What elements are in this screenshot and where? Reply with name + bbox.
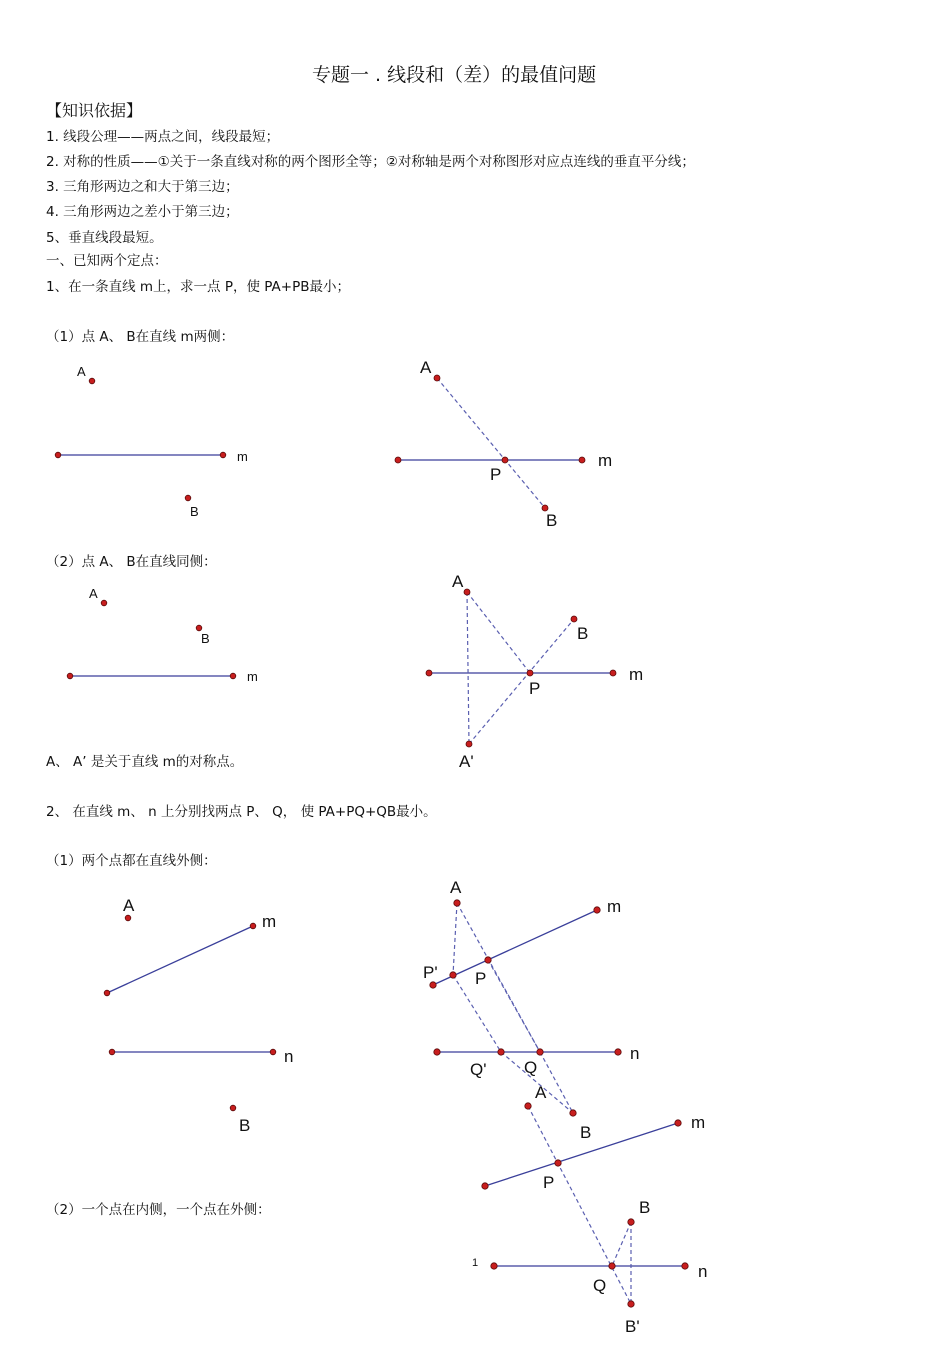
- line-m: [107, 926, 253, 993]
- figure-4: [482, 1083, 708, 1336]
- point: [610, 670, 616, 676]
- segment-ap: [467, 592, 530, 673]
- figure-1-left: [55, 364, 248, 519]
- point: [426, 670, 432, 676]
- label-b: B: [577, 624, 589, 643]
- knowledge-item-4: 4. 三角形两边之差小于第三边；: [46, 204, 239, 220]
- page-title: 专题一 . 线段和（差）的最值问题: [312, 64, 597, 86]
- point: [395, 457, 401, 463]
- label-p: P: [529, 679, 541, 698]
- knowledge-item-2: 2. 对称的性质——①关于一条直线对称的两个图形全等；②对称轴是两个对称图形对应点连线的垂直平分线；: [46, 154, 695, 170]
- point: [594, 907, 600, 913]
- point: [491, 1263, 497, 1269]
- point: [250, 923, 256, 929]
- figure-2-left: [67, 586, 258, 684]
- point-p: [527, 670, 533, 676]
- point-a: [434, 375, 440, 381]
- case1-text: （1）点 A、 B在直线 m两侧：: [46, 329, 235, 345]
- section1-heading: 一、已知两个定点：: [46, 253, 168, 269]
- point-b: [570, 1110, 576, 1116]
- point: [109, 1049, 115, 1055]
- line-m: [433, 910, 597, 985]
- symmetry-note: A、 A’ 是关于直线 m的对称点。: [46, 754, 244, 770]
- segment-a-pprime: [453, 903, 457, 975]
- point-a: [125, 915, 131, 921]
- point-a: [101, 600, 107, 606]
- label-m: m: [598, 451, 613, 470]
- label-b: B: [201, 631, 210, 646]
- figure-2-right: [426, 572, 643, 771]
- segment-b-q: [612, 1222, 631, 1266]
- point-b: [185, 495, 191, 501]
- point-p: [502, 457, 508, 463]
- label-a: A: [420, 358, 432, 377]
- point-a: [454, 900, 460, 906]
- label-b-prime: B': [625, 1317, 640, 1336]
- point: [67, 673, 73, 679]
- point: [482, 1183, 488, 1189]
- label-p: P: [490, 465, 502, 484]
- point: [104, 990, 110, 996]
- point: [55, 452, 61, 458]
- point-b-prime: [628, 1301, 634, 1307]
- label-m: m: [237, 449, 248, 464]
- label-p: P: [543, 1173, 555, 1192]
- point-p: [485, 957, 491, 963]
- point-a: [464, 589, 470, 595]
- label-b: B: [639, 1198, 651, 1217]
- label-b: B: [546, 511, 558, 530]
- label-q: Q: [593, 1276, 607, 1295]
- point: [220, 452, 226, 458]
- label-a: A: [535, 1083, 547, 1102]
- label-b: B: [239, 1116, 251, 1135]
- label-a: A: [450, 878, 462, 897]
- label-a: A: [77, 364, 86, 379]
- label-p-prime: P': [423, 963, 438, 982]
- point-b: [196, 625, 202, 631]
- point-b: [628, 1219, 634, 1225]
- label-n: n: [630, 1044, 640, 1063]
- point: [615, 1049, 621, 1055]
- point: [675, 1120, 681, 1126]
- label-n: n: [698, 1262, 708, 1281]
- point-p-prime: [450, 972, 456, 978]
- label-a: A: [123, 896, 135, 915]
- label-q-prime: Q': [470, 1060, 487, 1079]
- point-a-prime: [466, 741, 472, 747]
- label-m: m: [607, 897, 622, 916]
- label-n: n: [284, 1047, 294, 1066]
- figure-1-right: [395, 358, 612, 530]
- point-a: [89, 378, 95, 384]
- problem1-text: 1、在一条直线 m上，求一点 P，使 PA+PB最小；: [46, 279, 350, 295]
- point: [434, 1049, 440, 1055]
- figure-3-right: [423, 878, 639, 1142]
- point: [430, 982, 436, 988]
- problem2-text: 2、 在直线 m、 n 上分别找两点 P、 Q， 使 PA+PQ+QB最小。: [46, 804, 437, 820]
- point-q: [537, 1049, 543, 1055]
- point: [270, 1049, 276, 1055]
- label-p: P: [475, 969, 487, 988]
- case2-2-text: （2）一个点在内侧，一个点在外侧：: [46, 1202, 271, 1218]
- label-a-prime: A': [459, 752, 474, 771]
- knowledge-heading: 【知识依据】: [46, 101, 143, 120]
- knowledge-item-5: 5、垂直线段最短。: [46, 230, 163, 246]
- label-m: m: [691, 1113, 706, 1132]
- case2-text: （2）点 A、 B在直线同侧：: [46, 554, 217, 570]
- figure-3-left: [104, 896, 293, 1135]
- label-m: m: [629, 665, 644, 684]
- segment-ab: [437, 378, 545, 508]
- label-a: A: [452, 572, 464, 591]
- point-b: [230, 1105, 236, 1111]
- point: [682, 1263, 688, 1269]
- point-p: [555, 1160, 561, 1166]
- point: [230, 673, 236, 679]
- knowledge-item-3: 3. 三角形两边之和大于第三边；: [46, 179, 239, 195]
- label-m: m: [262, 912, 277, 931]
- segment-aprime-b: [469, 619, 574, 744]
- label-a: A: [89, 586, 98, 601]
- knowledge-item-1: 1. 线段公理——两点之间，线段最短；: [46, 129, 280, 145]
- point: [579, 457, 585, 463]
- point-q-prime: [498, 1049, 504, 1055]
- label-b: B: [190, 504, 199, 519]
- point-b: [571, 616, 577, 622]
- label-m: m: [247, 669, 258, 684]
- segment-a-aprime: [467, 592, 469, 744]
- label-q: Q: [524, 1058, 538, 1077]
- point-q: [609, 1263, 615, 1269]
- point-a: [525, 1103, 531, 1109]
- label-b: B: [580, 1123, 592, 1142]
- case2-1-text: （1）两个点都在直线外侧：: [46, 853, 217, 869]
- page-number: 1: [472, 1257, 479, 1269]
